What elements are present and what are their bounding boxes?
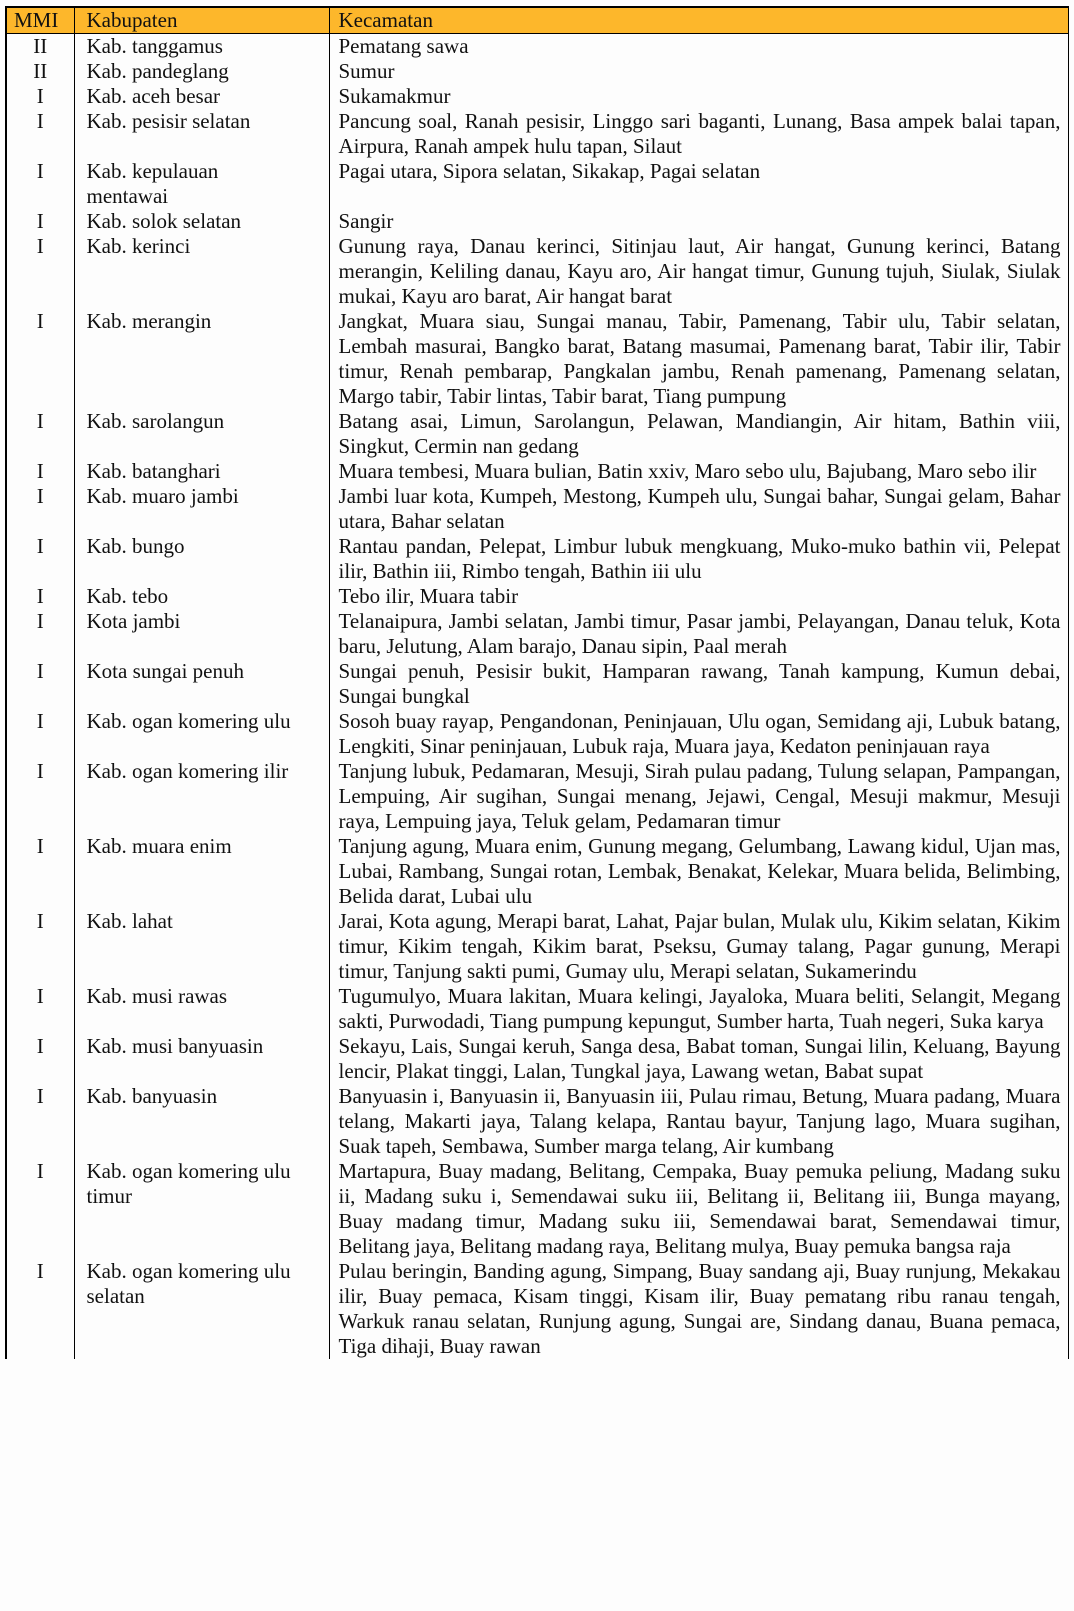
kabupaten-value: Kab. sarolangun <box>74 409 329 459</box>
kabupaten-value: Kab. tanggamus <box>74 34 329 60</box>
mmi-value: II <box>6 59 74 84</box>
kecamatan-value: Jarai, Kota agung, Merapi barat, Lahat, Pajar bulan, Mulak ulu, Kikim selatan, Kikim timur, Kikim tengah, Kikim barat, Pseksu, Gumay talang, Pagar gunung, Merapi timur, Tanjung sakti pumi, Gumay ulu, Merapi selatan, Sukamerindu <box>338 909 1061 983</box>
kecamatan-value: Sukamakmur <box>338 84 451 108</box>
mmi-value: I <box>6 1084 74 1159</box>
kabupaten-value: Kab. batanghari <box>74 459 329 484</box>
table-row <box>6 84 1068 109</box>
kecamatan-value: Rantau pandan, Pelepat, Limbur lubuk mengkuang, Muko-muko bathin vii, Pelepat ilir, Bathin iii, Rimbo tengah, Bathin iii ulu <box>338 534 1061 583</box>
kecamatan-value: Telanaipura, Jambi selatan, Jambi timur, Pasar jambi, Pelayangan, Danau teluk, Kota baru, Jelutung, Alam barajo, Danau sipin, Paal merah <box>338 609 1061 658</box>
kabupaten-value: Kab. pandeglang <box>74 59 329 84</box>
mmi-value: I <box>6 109 74 159</box>
mmi-value: I <box>6 659 74 709</box>
kabupaten-value: Kab. solok selatan <box>74 209 329 234</box>
table-row <box>6 584 1068 609</box>
mmi-value: I <box>6 909 74 984</box>
kecamatan-value: Jangkat, Muara siau, Sungai manau, Tabir, Pamenang, Tabir ulu, Tabir selatan, Lembah masurai, Bangko barat, Batang masumai, Pamenang barat, Tabir ilir, Tabir timur, Renah pembarap, Pangkalan jambu, Renah pamenang, Pamenang selatan, Margo tabir, Tabir lintas, Tabir barat, Tiang pumpung <box>338 309 1061 408</box>
table-row <box>6 109 1068 159</box>
kabupaten-value: Kab. tebo <box>74 584 329 609</box>
mmi-value: I <box>6 1259 74 1359</box>
table-row <box>6 59 1068 84</box>
kabupaten-value: Kab. musi rawas <box>74 984 329 1034</box>
mmi-value: I <box>6 84 74 109</box>
mmi-value: II <box>6 34 74 60</box>
table-row <box>6 909 1068 984</box>
kecamatan-value: Batang asai, Limun, Sarolangun, Pelawan, Mandiangin, Air hitam, Bathin viii, Singkut, Cermin nan gedang <box>338 409 1061 458</box>
mmi-intensity-table <box>5 6 1069 1359</box>
kabupaten-value: Kab. aceh besar <box>74 84 329 109</box>
header-row <box>6 7 1068 34</box>
kabupaten-value: Kota jambi <box>74 609 329 659</box>
table-row <box>6 234 1068 309</box>
kecamatan-value: Tebo ilir, Muara tabir <box>338 584 519 608</box>
table-row <box>6 1034 1068 1084</box>
column-header-kecamatan: Kecamatan <box>329 7 1068 34</box>
kabupaten-value: Kab. bungo <box>74 534 329 584</box>
table-row <box>6 1084 1068 1159</box>
mmi-value: I <box>6 484 74 534</box>
mmi-value: I <box>6 534 74 584</box>
kecamatan-value: Sumur <box>338 59 395 83</box>
mmi-value: I <box>6 584 74 609</box>
column-header-mmi: MMI <box>6 7 74 34</box>
table-row <box>6 459 1068 484</box>
kecamatan-value: Pematang sawa <box>338 34 469 58</box>
table-row <box>6 759 1068 834</box>
kabupaten-value: Kab. merangin <box>74 309 329 409</box>
kabupaten-value: Kab. kepulauan mentawai <box>74 159 329 209</box>
table-row <box>6 484 1068 534</box>
mmi-value: I <box>6 759 74 834</box>
table-row <box>6 609 1068 659</box>
table-row <box>6 834 1068 909</box>
table-row <box>6 709 1068 759</box>
kabupaten-value: Kab. banyuasin <box>74 1084 329 1159</box>
table-row <box>6 309 1068 409</box>
kabupaten-value: Kab. kerinci <box>74 234 329 309</box>
mmi-value: I <box>6 1159 74 1259</box>
mmi-value: I <box>6 609 74 659</box>
mmi-value: I <box>6 209 74 234</box>
table-header <box>6 7 1068 34</box>
kecamatan-value: Muara tembesi, Muara bulian, Batin xxiv, Maro sebo ulu, Bajubang, Maro sebo ilir <box>338 459 1037 483</box>
mmi-value: I <box>6 709 74 759</box>
table-row <box>6 1159 1068 1259</box>
mmi-value: I <box>6 984 74 1034</box>
kecamatan-value: Sosoh buay rayap, Pengandonan, Peninjauan, Ulu ogan, Semidang aji, Lubuk batang, Lengkiti, Sinar peninjauan, Lubuk raja, Muara jaya, Kedaton peninjauan raya <box>338 709 1061 758</box>
kabupaten-value: Kab. lahat <box>74 909 329 984</box>
kecamatan-value: Pancung soal, Ranah pesisir, Linggo sari baganti, Lunang, Basa ampek balai tapan, Airpura, Ranah ampek hulu tapan, Silaut <box>338 109 1061 158</box>
kecamatan-value: Jambi luar kota, Kumpeh, Mestong, Kumpeh ulu, Sungai bahar, Sungai gelam, Bahar utara, Bahar selatan <box>338 484 1061 533</box>
kabupaten-value: Kab. muaro jambi <box>74 484 329 534</box>
kecamatan-value: Tanjung lubuk, Pedamaran, Mesuji, Sirah pulau padang, Tulung selapan, Pampangan, Lempuing, Air sugihan, Sungai menang, Jejawi, Cengal, Mesuji makmur, Mesuji raya, Lempuing jaya, Teluk gelam, Pedamaran timur <box>338 759 1061 833</box>
column-header-kabupaten: Kabupaten <box>74 7 329 34</box>
table-row <box>6 534 1068 584</box>
mmi-value: I <box>6 159 74 209</box>
kabupaten-value: Kab. pesisir selatan <box>74 109 329 159</box>
kecamatan-value: Martapura, Buay madang, Belitang, Cempaka, Buay pemuka peliung, Madang suku ii, Madang suku i, Semendawai suku iii, Belitang ii, Belitang iii, Bunga mayang, Buay madang timur, Madang suku iii, Semendawai barat, Semendawai timur, Belitang jaya, Belitang madang raya, Belitang mulya, Buay pemuka bangsa raja <box>338 1159 1061 1258</box>
mmi-value: I <box>6 459 74 484</box>
kecamatan-value: Sungai penuh, Pesisir bukit, Hamparan rawang, Tanah kampung, Kumun debai, Sungai bungkal <box>338 659 1061 708</box>
table-body <box>6 34 1068 1360</box>
kecamatan-value: Pulau beringin, Banding agung, Simpang, Buay sandang aji, Buay runjung, Mekakau ilir, Buay pemaca, Kisam tinggi, Kisam ilir, Buay pematang ribu ranau tengah, Warkuk ranau selatan, Runjung agung, Sungai are, Sindang danau, Buana pemaca, Tiga dihaji, Buay rawan <box>338 1259 1061 1358</box>
table-row <box>6 209 1068 234</box>
kabupaten-value: Kab. ogan komering ulu timur <box>74 1159 329 1259</box>
kecamatan-value: Sekayu, Lais, Sungai keruh, Sanga desa, Babat toman, Sungai lilin, Keluang, Bayung lencir, Plakat tinggi, Lalan, Tungkal jaya, Lawang wetan, Babat supat <box>338 1034 1061 1083</box>
mmi-value: I <box>6 1034 74 1084</box>
table-row <box>6 409 1068 459</box>
kecamatan-value: Sangir <box>338 209 394 233</box>
kecamatan-value: Gunung raya, Danau kerinci, Sitinjau laut, Air hangat, Gunung kerinci, Batang merangin, Keliling danau, Kayu aro, Air hangat timur, Gunung tujuh, Siulak, Siulak mukai, Kayu aro barat, Air hangat barat <box>338 234 1061 308</box>
kabupaten-value: Kab. ogan komering ulu selatan <box>74 1259 329 1359</box>
kabupaten-value: Kab. musi banyuasin <box>74 1034 329 1084</box>
mmi-value: I <box>6 409 74 459</box>
kecamatan-value: Banyuasin i, Banyuasin ii, Banyuasin iii, Pulau rimau, Betung, Muara padang, Muara telang, Makarti jaya, Talang kelapa, Rantau bayur, Tanjung lago, Muara sugihan, Suak tapeh, Sembawa, Sumber marga telang, Air kumbang <box>338 1084 1061 1158</box>
kecamatan-value: Tugumulyo, Muara lakitan, Muara kelingi, Jayaloka, Muara beliti, Selangit, Megang sakti, Purwodadi, Tiang pumpung kepungut, Sumber harta, Tuah negeri, Suka karya <box>338 984 1061 1033</box>
kabupaten-value: Kab. ogan komering ulu <box>74 709 329 759</box>
table-row <box>6 34 1068 60</box>
table-row <box>6 984 1068 1034</box>
kabupaten-value: Kab. ogan komering ilir <box>74 759 329 834</box>
mmi-value: I <box>6 309 74 409</box>
mmi-value: I <box>6 834 74 909</box>
table-row <box>6 659 1068 709</box>
mmi-value: I <box>6 234 74 309</box>
table-row <box>6 1259 1068 1359</box>
table-row <box>6 159 1068 209</box>
kabupaten-value: Kota sungai penuh <box>74 659 329 709</box>
kecamatan-value: Pagai utara, Sipora selatan, Sikakap, Pagai selatan <box>338 159 761 183</box>
kecamatan-value: Tanjung agung, Muara enim, Gunung megang, Gelumbang, Lawang kidul, Ujan mas, Lubai, Rambang, Sungai rotan, Lembak, Benakat, Kelekar, Muara belida, Belimbing, Belida darat, Lubai ulu <box>338 834 1061 908</box>
kabupaten-value: Kab. muara enim <box>74 834 329 909</box>
